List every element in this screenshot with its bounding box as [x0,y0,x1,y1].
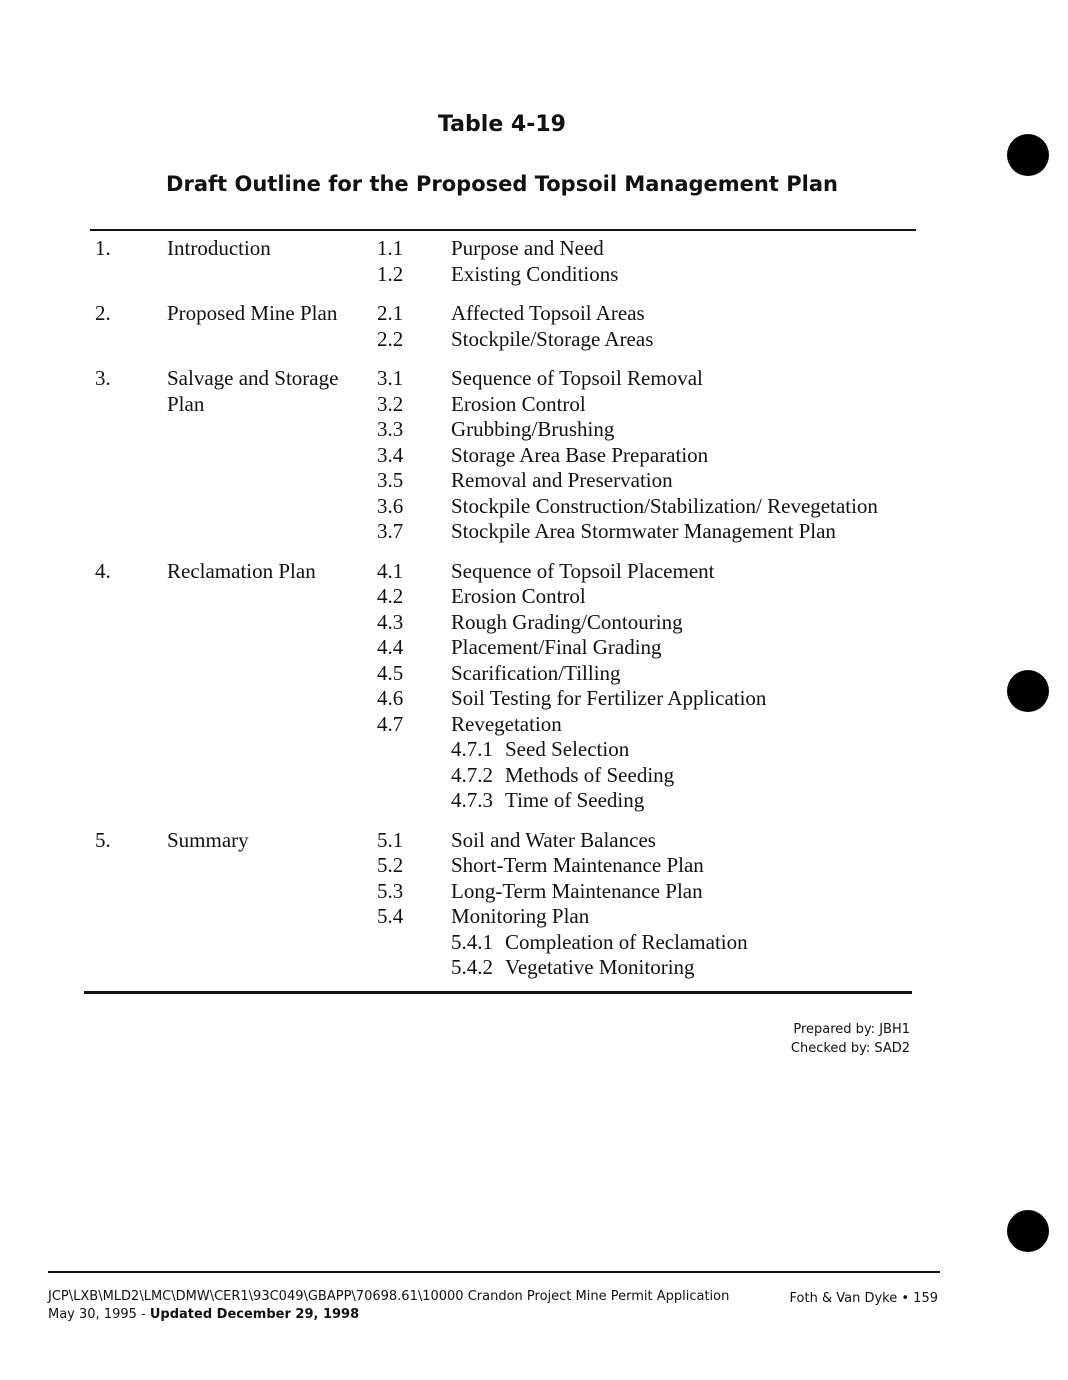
section-items [377,828,915,981]
item-label: Affected Topsoil Areas [451,301,645,325]
outline-item [377,712,915,738]
item-number: 4.3 [377,609,404,634]
item-number: 4.4 [377,635,404,659]
subitem-number: 5.4.2 [451,955,493,979]
item-label: Monitoring Plan [451,904,590,928]
outline-item [377,853,915,879]
section-number: 1. [95,236,111,260]
outline-item [377,661,915,687]
footer-page-info: Foth & Van Dyke • 159 [789,1291,938,1306]
item-number: 2.2 [377,326,404,351]
item-label: Erosion Control [451,584,586,608]
outline-section [95,828,915,981]
subitem-label: Seed Selection [505,737,630,761]
item-number: 2.1 [377,301,404,325]
subitem-number: 5.4.1 [451,929,493,954]
item-label: Rough Grading/Contouring [451,609,683,634]
item-number: 5.1 [377,827,404,852]
outline-item [377,468,915,494]
item-label: Stockpile/Storage Areas [451,326,654,351]
item-label: Soil Testing for Fertilizer Application [451,686,767,710]
section-items [377,366,915,545]
item-label: Removal and Preservation [451,468,673,492]
outline-item [377,392,915,418]
section-number: 4. [95,558,111,583]
item-number: 4.1 [377,558,404,583]
outline-item [377,828,915,854]
section-number: 3. [95,366,111,390]
outline-item [377,610,915,636]
item-number: 3.3 [377,417,404,441]
section-items [377,236,915,287]
item-label: Long-Term Maintenance Plan [451,878,703,903]
section-number: 2. [95,301,111,325]
section-items [377,559,915,814]
subitem-body [451,955,695,981]
item-number: 1.2 [377,261,404,286]
item-label: Purpose and Need [451,236,604,260]
footer-rule [48,1271,940,1273]
item-number: 3.1 [377,366,404,390]
binder-hole-top [1007,134,1049,176]
outline-subitem [377,955,915,981]
section-items [377,301,915,352]
outline-item [377,236,915,262]
outline-subitem [377,737,915,763]
subitem-spacer [377,955,451,981]
item-number: 5.4 [377,904,404,928]
outline-section [95,301,915,352]
item-label: Sequence of Topsoil Removal [451,366,703,390]
page-footer [48,1288,938,1324]
item-label: Stockpile Area Stormwater Management Plan [451,519,836,543]
item-label: Existing Conditions [451,261,619,286]
section-title: Salvage and Storage Plan [167,366,339,416]
binder-hole-middle [1007,670,1049,712]
outline-subitem [377,930,915,956]
outline-item [377,584,915,610]
subitem-number: 4.7.2 [451,762,493,787]
outline-item [377,904,915,930]
item-number: 4.6 [377,686,404,710]
bottom-rule [84,991,912,994]
item-label: Placement/Final Grading [451,635,662,659]
outline-item [377,262,915,288]
footer-date [48,1306,938,1324]
item-label: Erosion Control [451,391,586,416]
subitem-spacer [377,930,451,956]
item-label: Stockpile Construction/Stabilization/ Revegetation [451,493,878,518]
item-number: 5.3 [377,878,404,903]
subitem-body [451,788,644,814]
section-title: Introduction [167,236,271,260]
item-number: 1.1 [377,236,404,260]
subitem-body [451,763,674,789]
outline-item [377,327,915,353]
binder-hole-bottom [1007,1210,1049,1252]
outline-item [377,559,915,585]
outline-section [95,236,915,287]
prepared-by: Prepared by: JBH1 [793,1022,910,1037]
subitem-spacer [377,737,451,763]
outline-item [377,366,915,392]
outline-subitem [377,763,915,789]
item-number: 4.2 [377,584,404,608]
section-title: Summary [167,827,249,852]
item-label: Scarification/Tilling [451,660,621,685]
item-label: Grubbing/Brushing [451,417,615,441]
section-number: 5. [95,827,111,852]
subitem-body [451,930,748,956]
outline-item [377,686,915,712]
outline-table [95,236,915,995]
footer-date-updated: Updated December 29, 1998 [149,1307,360,1322]
checked-by: Checked by: SAD2 [790,1041,910,1056]
item-number: 4.5 [377,660,404,685]
section-title: Proposed Mine Plan [167,301,338,325]
item-number: 3.6 [377,493,404,518]
outline-item [377,635,915,661]
subitem-number: 4.7.3 [451,788,493,812]
outline-item [377,443,915,469]
subitem-spacer [377,763,451,789]
subitem-label: Methods of Seeding [505,762,675,787]
outline-item [377,417,915,443]
table-number: Table 4-19 [438,112,566,137]
item-number: 3.4 [377,442,404,467]
subitem-number: 4.7.1 [451,737,493,761]
outline-section [95,559,915,814]
section-title: Reclamation Plan [167,558,316,583]
item-label: Sequence of Topsoil Placement [451,558,715,583]
item-number: 3.5 [377,468,404,492]
outline-item [377,301,915,327]
subitem-label: Compleation of Reclamation [505,929,748,954]
footer-date-prefix: May 30, 1995 - [48,1307,150,1322]
outline-section [95,366,915,545]
item-number: 5.2 [377,853,404,877]
item-number: 3.2 [377,391,404,416]
outline-item [377,879,915,905]
subitem-spacer [377,788,451,814]
top-rule [90,229,916,231]
table-title: Draft Outline for the Proposed Topsoil Management Plan [166,172,838,196]
subitem-body [451,737,629,763]
prepared-block [791,1020,910,1058]
subitem-label: Time of Seeding [505,788,645,812]
outline-item [377,494,915,520]
item-label: Revegetation [451,711,562,736]
footer-path: JCP\LXB\MLD2\LMC\DMW\CER1\93C049\GBAPP\70698.61\10000 Crandon Project Mine Permit Application [48,1289,730,1304]
item-label: Short-Term Maintenance Plan [451,853,704,877]
outline-item [377,519,915,545]
item-label: Storage Area Base Preparation [451,442,709,467]
item-number: 3.7 [377,519,404,543]
item-number: 4.7 [377,711,404,736]
outline-subitem [377,788,915,814]
item-label: Soil and Water Balances [451,827,656,852]
subitem-label: Vegetative Monitoring [505,955,695,979]
